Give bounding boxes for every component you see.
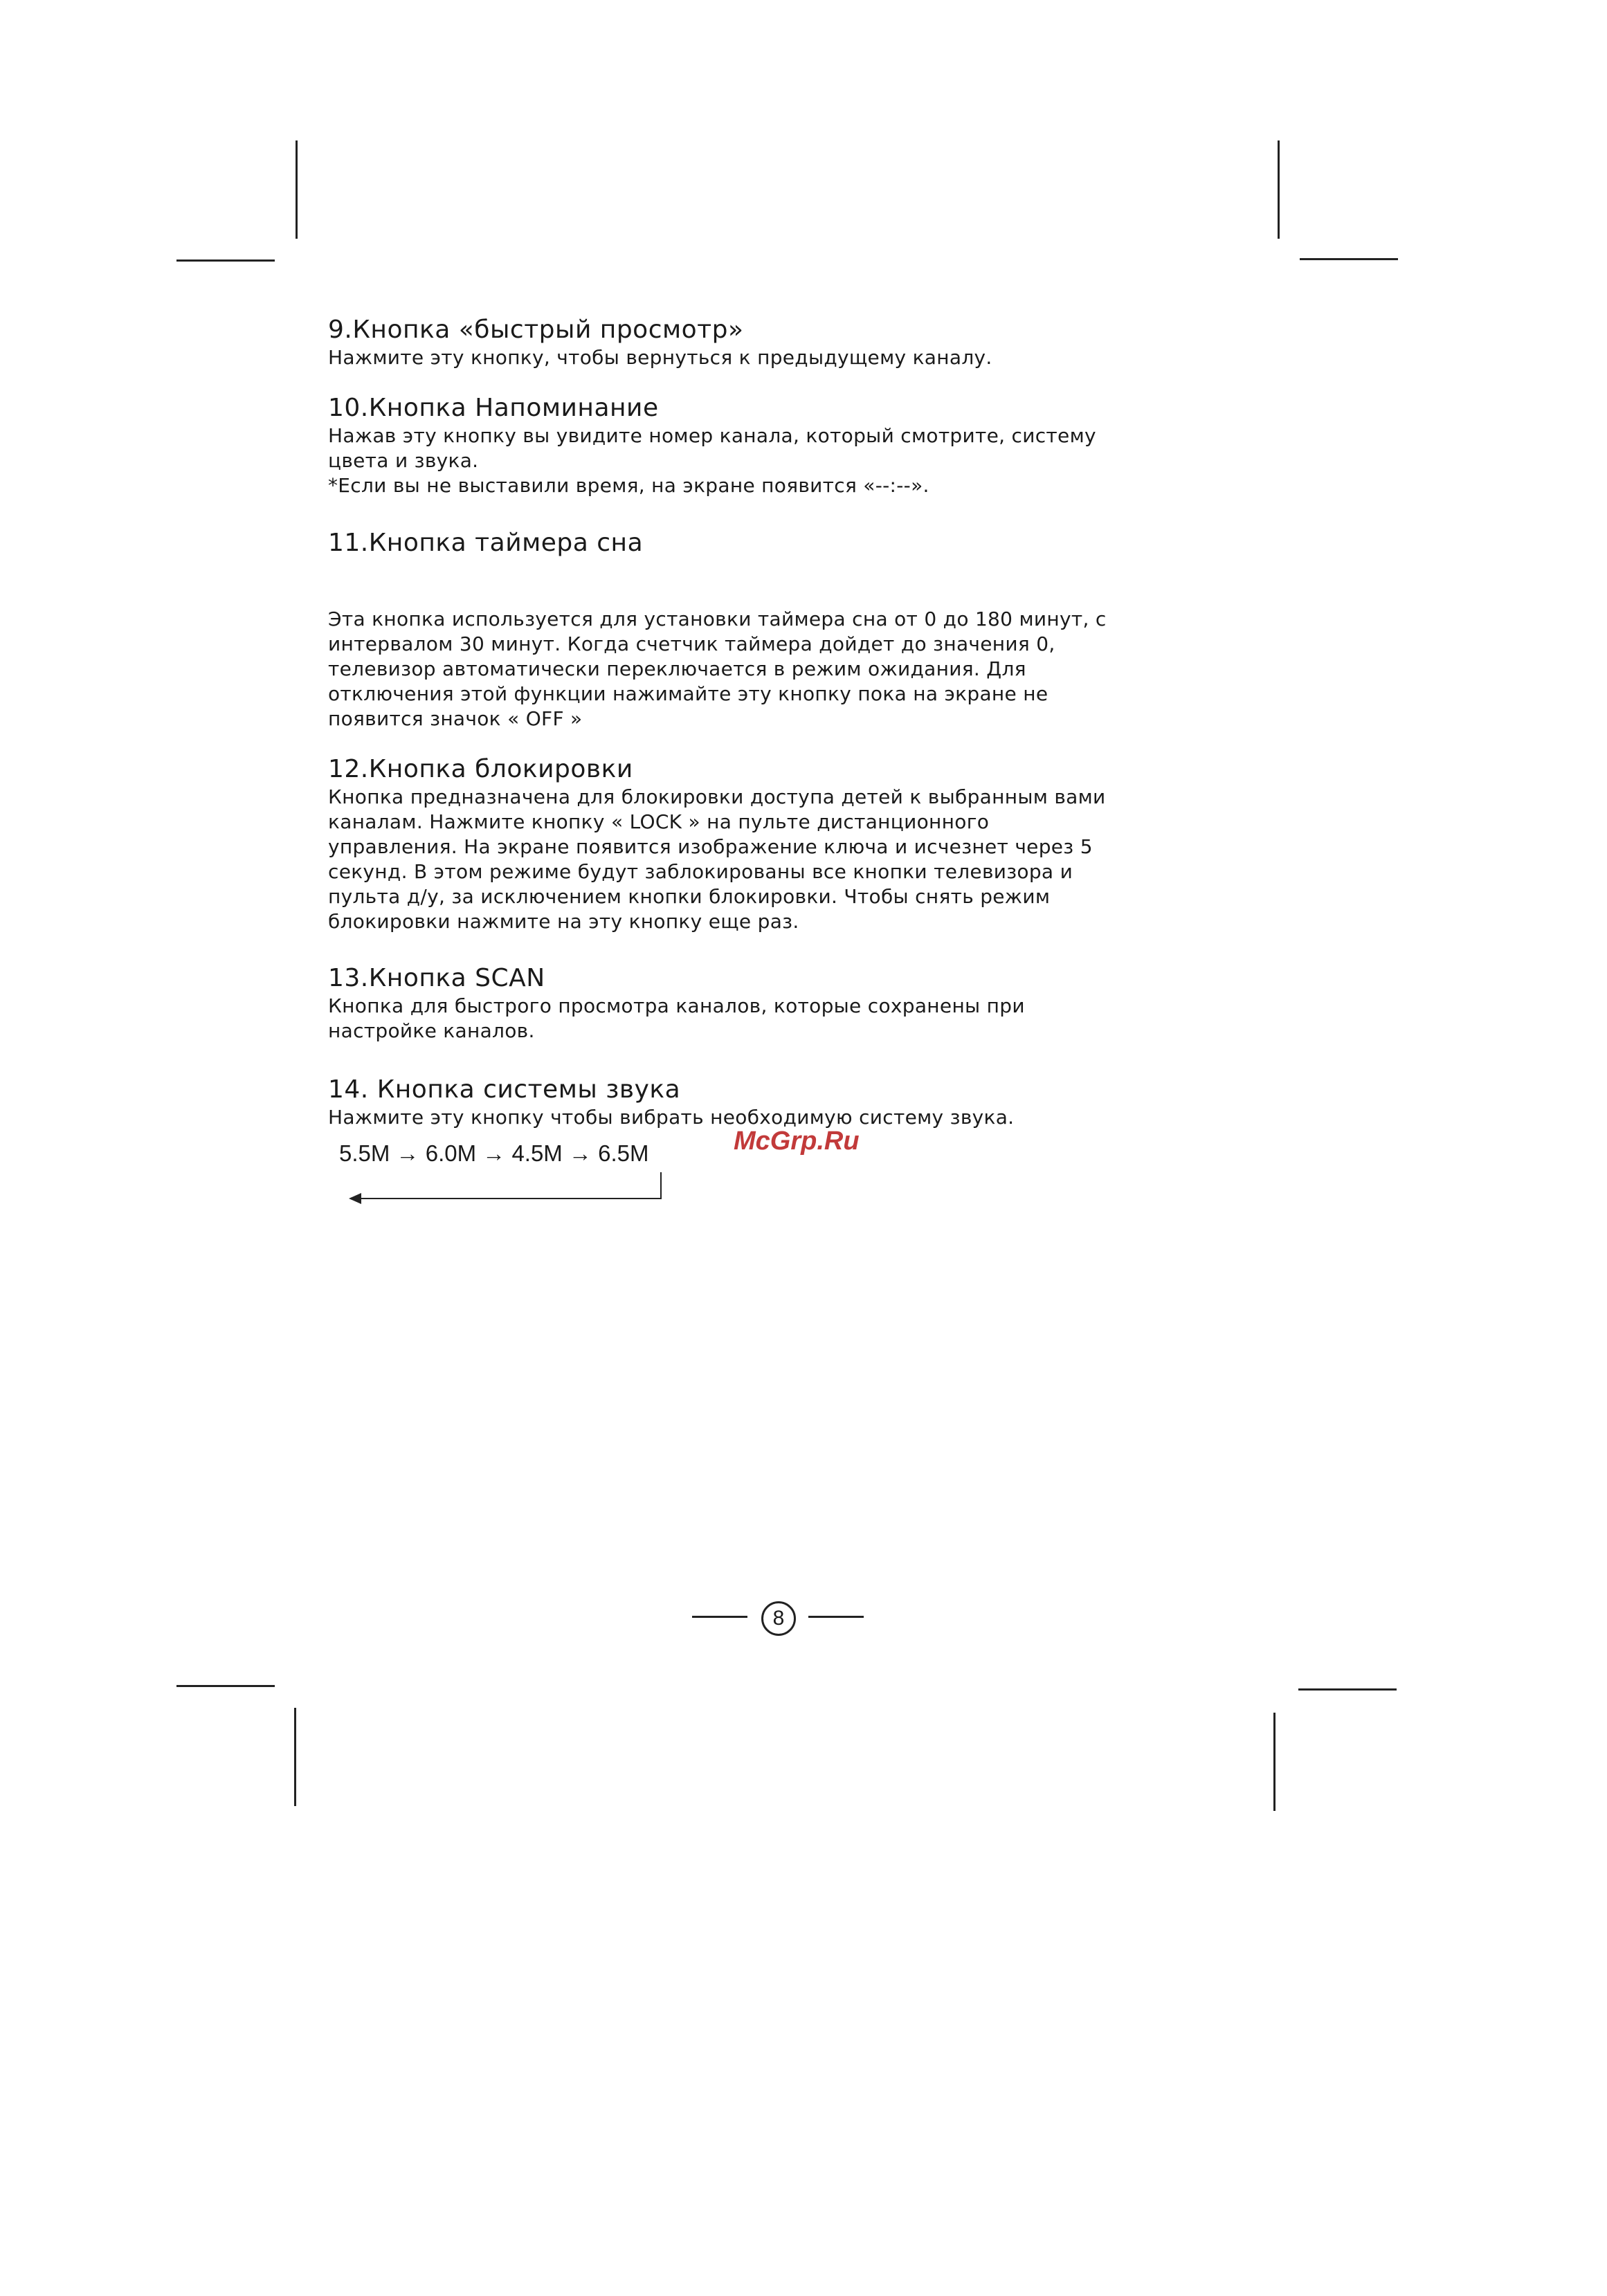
crop-mark	[1278, 140, 1280, 239]
section-line: пульта д/у, за исключением кнопки блокировки. Чтобы снять режим	[328, 885, 1051, 908]
section-10	[328, 393, 1228, 498]
arrow-right-icon: →	[562, 1140, 599, 1166]
sound-option: 5.5M	[339, 1140, 390, 1166]
section-line: отключения этой функции нажимайте эту кнопку пока на экране не	[328, 682, 1048, 705]
section-line: Кнопка предназначена для блокировки доступа детей к выбранным вами	[328, 785, 1106, 808]
section-heading: 13.Кнопка SCAN	[328, 964, 545, 992]
section-heading: 9.Кнопка «быстрый просмотр»	[328, 316, 744, 344]
section-line: появится значок « OFF »	[328, 707, 583, 730]
section-12	[328, 754, 1228, 934]
section-heading: 12.Кнопка блокировки	[328, 755, 633, 783]
crop-mark	[1300, 258, 1398, 260]
arrow-right-icon: →	[390, 1140, 426, 1166]
section-line: настройке каналов.	[328, 1019, 535, 1042]
section-line: Нажав эту кнопку вы увидите номер канала, который смотрите, систему	[328, 424, 1096, 447]
section-line: секунд. В этом режиме будут заблокированы все кнопки телевизора и	[328, 860, 1073, 883]
section-line: цвета и звука.	[328, 449, 479, 472]
section-line: Эта кнопка используется для установки таймера сна от 0 до 180 минут, с	[328, 608, 1107, 630]
section-line: каналам. Нажмите кнопку « LOCK » на пульте дистанционного	[328, 810, 990, 833]
section-line: интервалом 30 минут. Когда счетчик таймера дойдет до значения 0,	[328, 632, 1055, 655]
section-line: Нажмите эту кнопку чтобы вибрать необходимую систему звука.	[328, 1106, 1015, 1129]
sound-option: 6.5M	[598, 1140, 649, 1166]
section-line: управления. На экране появится изображение ключа и исчезнет через 5	[328, 835, 1093, 858]
crop-mark	[176, 259, 275, 262]
section-13	[328, 963, 1228, 1044]
crop-mark	[1298, 1688, 1397, 1691]
section-9	[328, 315, 1228, 370]
sound-option: 6.0M	[425, 1140, 477, 1166]
section-11	[328, 528, 1228, 731]
section-line: *Если вы не выставили время, на экране появится «--:--».	[328, 474, 929, 497]
page-number-label: 8	[761, 1601, 796, 1636]
section-heading: 14. Кнопка системы звука	[328, 1075, 681, 1104]
watermark-text: McGrp.Ru	[734, 1127, 860, 1156]
section-heading: 11.Кнопка таймера сна	[328, 529, 644, 557]
section-heading: 10.Кнопка Напоминание	[328, 394, 659, 422]
loop-back-arrow-icon	[346, 1163, 706, 1218]
crop-mark	[176, 1685, 275, 1687]
section-line: Кнопка для быстрого просмотра каналов, которые сохранены при	[328, 994, 1025, 1017]
arrow-right-icon: →	[476, 1140, 512, 1166]
section-14	[328, 1075, 1228, 1130]
crop-mark	[296, 140, 298, 239]
crop-mark	[1273, 1713, 1275, 1811]
sound-option: 4.5M	[511, 1140, 563, 1166]
crop-mark	[294, 1708, 296, 1806]
section-line: блокировки нажмите на эту кнопку еще раз.	[328, 910, 799, 933]
section-line: Нажмите эту кнопку, чтобы вернуться к предыдущему каналу.	[328, 346, 992, 369]
section-line: телевизор автоматически переключается в режим ожидания. Для	[328, 657, 1026, 680]
page-number	[692, 1597, 872, 1636]
